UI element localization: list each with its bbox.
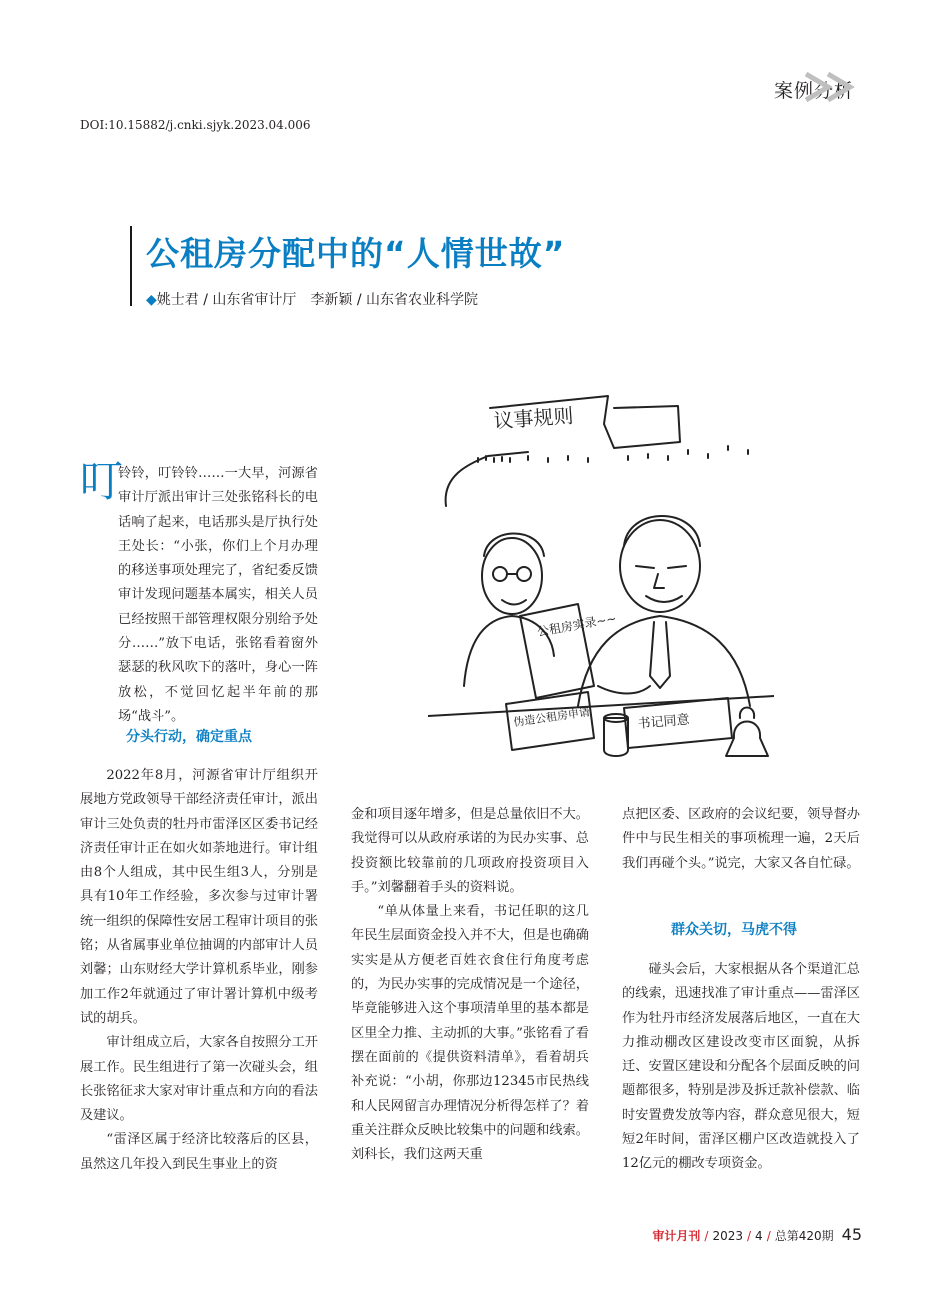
drop-cap: 叮 xyxy=(80,457,123,507)
column-3-top xyxy=(622,803,860,876)
footer-total: 总第420期 xyxy=(774,1229,834,1243)
paragraph: “单从体量上来看，书记任职的这几年民生层面资金投入并不大，但是也确确实实是从方便老百姓衣食住行角度考虑的，为民办实事的完成情况是一个途径，毕竟能够进入这个事项清单里的基本都是区里全力推、主动抓的大事。”张铭看了看摆在面前的《提供资料清单》，看着胡兵补充说：“小胡，你那边12345市民热线和人民网留言办理情况分析得怎样了？着重关注群众反映比较集中的问题和线索。刘科长，我们这两天重 xyxy=(351,904,589,1163)
column-3-bottom xyxy=(622,958,860,1177)
column-2 xyxy=(351,803,589,1167)
paragraph: 2022年8月，河源省审计厅组织开展地方党政领导干部经济责任审计，派出审计三处负责的牡丹市雷泽区区委书记经济责任审计正在如火如荼地进行。审计组由8个人组成，其中民生组3人，分别是具有10年工作经验，多次参与过审计署统一组织的保障性安居工程审计项目的张铭；从省属事业单位抽调的内部审计人员刘馨；山东财经大学计算机系毕业，刚参加工作2年就通过了审计署计算机中级考试的胡兵。 xyxy=(80,768,318,1026)
authors-text: 姚士君 / 山东省审计厅 李新颖 / 山东省农业科学院 xyxy=(156,292,479,308)
document-text: 公租房实录~~ xyxy=(536,611,618,639)
subheading-2: 群众关切，马虎不得 xyxy=(671,922,797,938)
intro-paragraph xyxy=(80,462,318,729)
section-label: 案例分析 xyxy=(773,80,854,102)
double-chevron-icon xyxy=(802,70,862,104)
diamond-icon: ◆ xyxy=(146,292,157,308)
doi-text: DOI:10.15882/j.cnki.sjyk.2023.04.006 xyxy=(80,118,311,132)
journal-name: 审计月刊 xyxy=(652,1229,701,1243)
subheading-1: 分头行动，确定重点 xyxy=(126,729,252,745)
cartoon-illustration xyxy=(428,386,774,776)
column-1 xyxy=(80,764,318,1177)
paragraph: 金和项目逐年增多，但是总量依旧不大。我觉得可以从政府承诺的为民办实事、总投资额比较靠前的几项政府投资项目入手。”刘馨翻着手头的资料说。 xyxy=(351,807,589,895)
title-rule xyxy=(130,226,132,306)
paragraph: “雷泽区属于经济比较落后的区县，虽然这几年投入到民生事业上的资 xyxy=(80,1132,318,1172)
paragraph: 审计组成立后，大家各自按照分工开展工作。民生组进行了第一次碰头会，组长张铭征求大家对审计重点和方向的看法及建议。 xyxy=(80,1035,318,1124)
paragraph: 碰头会后，大家根据从各个渠道汇总的线索，迅速找准了审计重点——雷泽区作为牡丹市经济发展落后地区，一直在大力推动棚改区建设改变市区面貌，从拆迁、安置区建设和分配各个层面反映的问题都很多，特别是涉及拆迁款补偿款、临时安置费发放等内容，群众意见很大，短短2年时间，雷泽区棚户区改造就投入了12亿元的棚改专项资金。 xyxy=(622,962,860,1172)
footer-issue: 4 xyxy=(755,1229,763,1243)
sign-left-text: 伪造公租房申请 xyxy=(512,705,591,729)
intro-text: 铃铃，叮铃铃……一大早，河源省审计厅派出审计三处张铭科长的电话响了起来，电话那头是厅执行处王处长：“小张，你们上个月办理的移送事项处理完了，省纪委反馈审计发现问题基本属实，相关人员已经按照干部管理权限分别给予处分……”放下电话，张铭看着窗外瑟瑟的秋风吹下的落叶，身心一阵放松，不觉回忆起半年前的那场“战斗”。 xyxy=(118,466,318,724)
sign-right-text: 书记同意 xyxy=(637,712,691,732)
board-text: 议事规则 xyxy=(492,403,575,433)
paragraph: 点把区委、区政府的会议纪要，领导督办件中与民生相关的事项梳理一遍，2天后我们再碰个头。”说完，大家又各自忙碌。 xyxy=(622,807,860,871)
page-footer: 审计月刊 / 2023 / 4 / 总第420期 45 xyxy=(652,1225,862,1244)
article-title: 公租房分配中的“人情世故” xyxy=(146,234,566,273)
author-line xyxy=(146,289,478,309)
page-number: 45 xyxy=(841,1225,862,1244)
footer-year: 2023 xyxy=(712,1229,743,1243)
